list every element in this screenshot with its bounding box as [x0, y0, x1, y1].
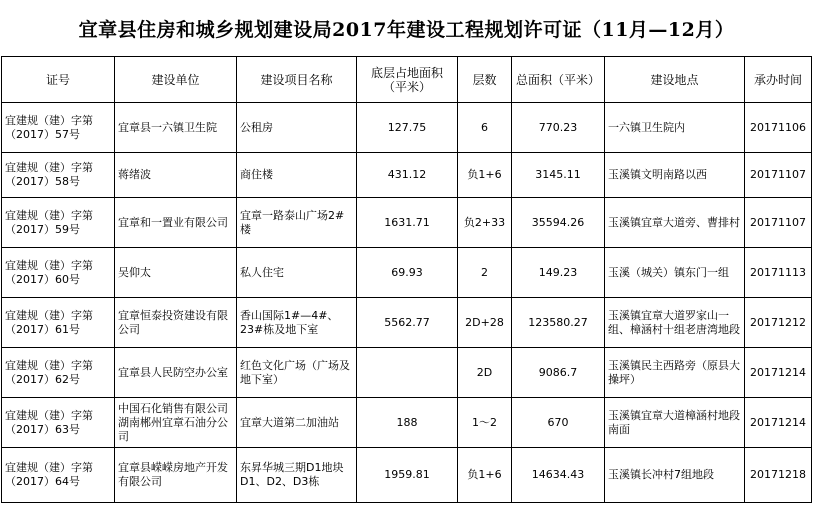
- cell-location: 玉溪镇民主西路旁（原县大操坪）: [605, 348, 745, 398]
- cell-date: 20171106: [745, 103, 812, 153]
- cell-total-area: 35594.26: [512, 198, 605, 248]
- cell-permit-no: 宜建规（建）字第（2017）60号: [2, 248, 115, 298]
- cell-location: 玉溪镇宜章大道旁、曹排村: [605, 198, 745, 248]
- cell-project: 宜章一路泰山广场2#楼: [237, 198, 357, 248]
- cell-location: 玉溪（城关）镇东门一组: [605, 248, 745, 298]
- cell-permit-no: 宜建规（建）字第（2017）62号: [2, 348, 115, 398]
- header-total-area: 总面积（平米）: [512, 57, 605, 103]
- header-unit: 建设单位: [115, 57, 237, 103]
- table-row: [2, 248, 812, 298]
- cell-unit: 蒋绪波: [115, 153, 237, 198]
- header-location: 建设地点: [605, 57, 745, 103]
- cell-total-area: 9086.7: [512, 348, 605, 398]
- cell-base-area: [357, 348, 458, 398]
- table-row: [2, 448, 812, 503]
- cell-unit: 吴仰太: [115, 248, 237, 298]
- cell-permit-no: 宜建规（建）字第（2017）58号: [2, 153, 115, 198]
- cell-location: 玉溪镇宜章大道罗家山一组、樟涵村十组老唐湾地段: [605, 298, 745, 348]
- cell-floors: 负1+6: [458, 153, 512, 198]
- cell-total-area: 149.23: [512, 248, 605, 298]
- cell-floors: 6: [458, 103, 512, 153]
- cell-floors: 2D: [458, 348, 512, 398]
- cell-floors: 1～2: [458, 398, 512, 448]
- header-base-area: 底层占地面积（平米）: [357, 57, 458, 103]
- cell-floors: 负1+6: [458, 448, 512, 503]
- cell-floors: 2: [458, 248, 512, 298]
- cell-floors: 2D+28: [458, 298, 512, 348]
- cell-date: 20171214: [745, 348, 812, 398]
- cell-project: 私人住宅: [237, 248, 357, 298]
- header-project: 建设项目名称: [237, 57, 357, 103]
- table-row: [2, 103, 812, 153]
- cell-date: 20171212: [745, 298, 812, 348]
- cell-date: 20171113: [745, 248, 812, 298]
- cell-unit: 宜章恒泰投资建设有限公司: [115, 298, 237, 348]
- cell-unit: 宜章县嵘嵘房地产开发有限公司: [115, 448, 237, 503]
- header-permit-no: 证号: [2, 57, 115, 103]
- permit-table: [1, 56, 812, 503]
- cell-permit-no: 宜建规（建）字第（2017）57号: [2, 103, 115, 153]
- cell-date: 20171218: [745, 448, 812, 503]
- cell-location: 玉溪镇文明南路以西: [605, 153, 745, 198]
- cell-location: 玉溪镇宜章大道樟涵村地段南面: [605, 398, 745, 448]
- header-floors: 层数: [458, 57, 512, 103]
- cell-base-area: 5562.77: [357, 298, 458, 348]
- table-row: [2, 348, 812, 398]
- header-date: 承办时间: [745, 57, 812, 103]
- cell-base-area: 1631.71: [357, 198, 458, 248]
- cell-date: 20171214: [745, 398, 812, 448]
- cell-total-area: 3145.11: [512, 153, 605, 198]
- cell-base-area: 1959.81: [357, 448, 458, 503]
- cell-unit: 宜章县一六镇卫生院: [115, 103, 237, 153]
- cell-permit-no: 宜建规（建）字第（2017）61号: [2, 298, 115, 348]
- cell-permit-no: 宜建规（建）字第（2017）63号: [2, 398, 115, 448]
- cell-location: 一六镇卫生院内: [605, 103, 745, 153]
- table-row: [2, 153, 812, 198]
- cell-project: 公租房: [237, 103, 357, 153]
- table-row: [2, 298, 812, 348]
- cell-base-area: 69.93: [357, 248, 458, 298]
- cell-floors: 负2+33: [458, 198, 512, 248]
- cell-base-area: 188: [357, 398, 458, 448]
- cell-project: 宜章大道第二加油站: [237, 398, 357, 448]
- table-row: [2, 198, 812, 248]
- cell-unit: 宜章和一置业有限公司: [115, 198, 237, 248]
- cell-permit-no: 宜建规（建）字第（2017）59号: [2, 198, 115, 248]
- cell-project: 商住楼: [237, 153, 357, 198]
- cell-date: 20171107: [745, 153, 812, 198]
- cell-project: 东昇华城三期D1地块D1、D2、D3栋: [237, 448, 357, 503]
- cell-project: 红色文化广场（广场及地下室）: [237, 348, 357, 398]
- cell-total-area: 770.23: [512, 103, 605, 153]
- cell-unit: 中国石化销售有限公司湖南郴州宜章石油分公司: [115, 398, 237, 448]
- cell-permit-no: 宜建规（建）字第（2017）64号: [2, 448, 115, 503]
- cell-unit: 宜章县人民防空办公室: [115, 348, 237, 398]
- table-row: [2, 398, 812, 448]
- cell-total-area: 670: [512, 398, 605, 448]
- cell-date: 20171107: [745, 198, 812, 248]
- page-title: 宜章县住房和城乡规划建设局2017年建设工程规划许可证（11月—12月）: [78, 18, 735, 41]
- cell-project: 香山国际1#—4#、23#栋及地下室: [237, 298, 357, 348]
- cell-location: 玉溪镇长冲村7组地段: [605, 448, 745, 503]
- cell-base-area: 431.12: [357, 153, 458, 198]
- cell-base-area: 127.75: [357, 103, 458, 153]
- cell-total-area: 123580.27: [512, 298, 605, 348]
- cell-total-area: 14634.43: [512, 448, 605, 503]
- table-header-row: [2, 57, 812, 103]
